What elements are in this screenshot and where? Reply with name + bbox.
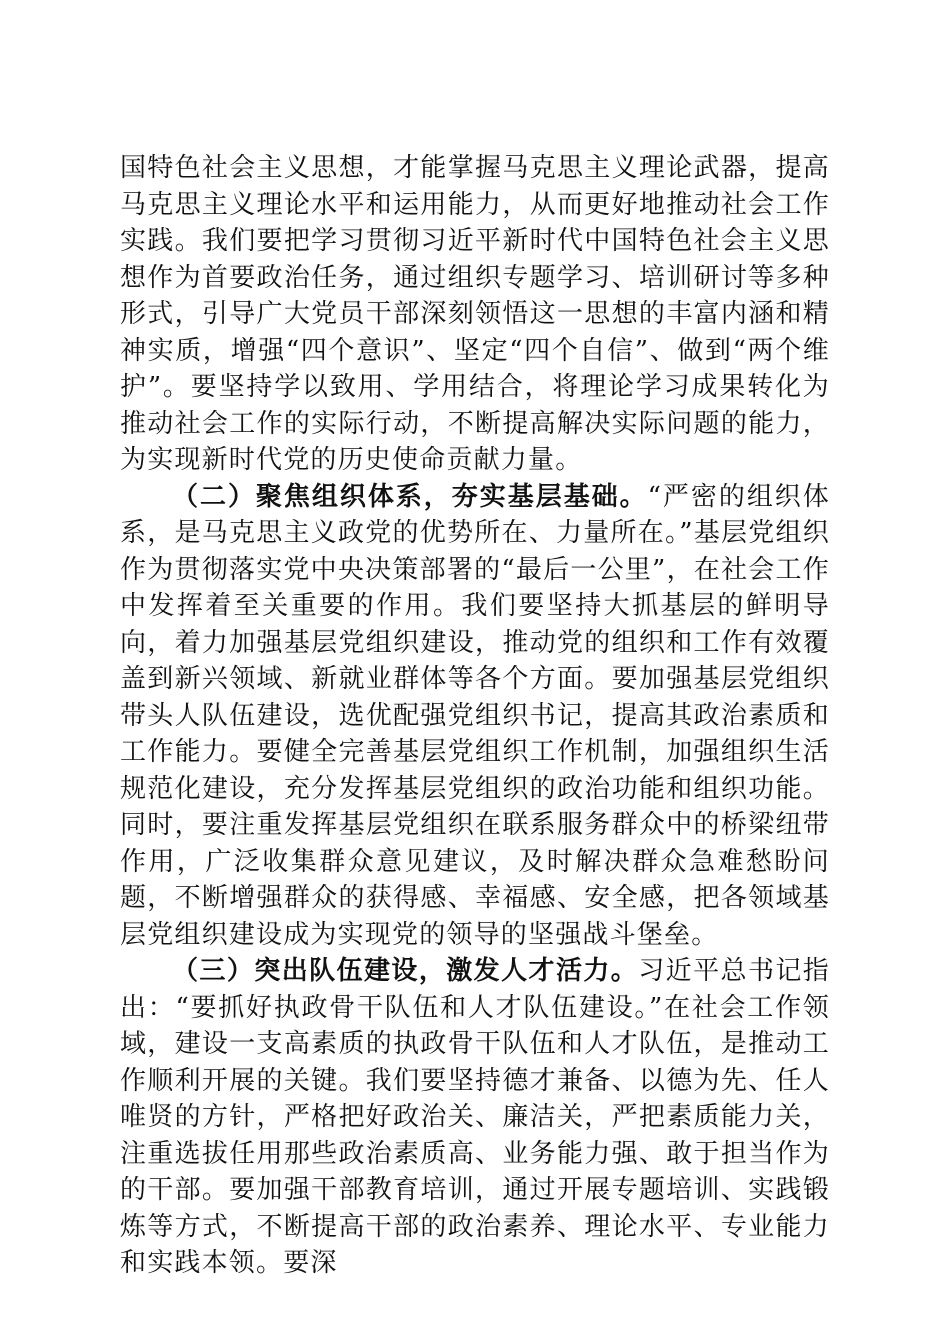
paragraph-team-building bbox=[120, 953, 830, 1282]
section-heading: （三）突出队伍建设，激发人才活力。 bbox=[172, 956, 639, 986]
paragraph-text: 国特色社会主义思想，才能掌握马克思主义理论武器，提高马克思主义理论水平和运用能力，从而更好地推动社会工作实践。我们要把学习贯彻习近平新时代中国特色社会主义思想作为首要政治任务，通过组织专题学习、培训研讨等多种形式，引导广大党员干部深刻领悟这一思想的丰富内涵和精神实质，增强“四个意识”、坚定“四个自信”、做到“两个维护”。要坚持学以致用、学用结合，将理论学习成果转化为推动社会工作的实际行动，不断提高解决实际问题的能力，为实现新时代党的历史使命贡献力量。 bbox=[120, 153, 830, 475]
section-heading: （二）聚焦组织体系，夯实基层基础。 bbox=[172, 481, 648, 512]
paragraph-text: “严密的组织体系，是马克思主义政党的优势所在、力量所在。”基层党组织作为贯彻落实党中央决策部署的“最后一公里”，在社会工作中发挥着至关重要的作用。我们要坚持大抓基层的鲜明导向，着力加强基层党组织建设，推动党的组织和工作有效覆盖到新兴领域、新就业群体等各个方面。要加强基层党组织带头人队伍建设，选优配强党组织书记，提高其政治素质和工作能力。要健全完善基层党组织工作机制，加强组织生活规范化建设，充分发挥基层党组织的政治功能和组织功能。同时，要注重发挥基层党组织在联系服务群众中的桥梁纽带作用，广泛收集群众意见建议，及时解决群众急难愁盼问题，不断增强群众的获得感、幸福感、安全感，把各领域基层党组织建设成为实现党的领导的坚强战斗堡垒。 bbox=[120, 481, 830, 950]
document-body bbox=[120, 150, 830, 1282]
paragraph-organization-system bbox=[120, 479, 830, 954]
paragraph-theory-study bbox=[120, 150, 830, 479]
paragraph-text: 习近平总书记指出：“要抓好执政骨干队伍和人才队伍建设。”在社会工作领域，建设一支高素质的执政骨干队伍和人才队伍，是推动工作顺利开展的关键。我们要坚持德才兼备、以德为先、任人唯贤的方针，严格把好政治关、廉洁关，严把素质能力关，注重选拔任用那些政治素质高、业务能力强、敢于担当作为的干部。要加强干部教育培训，通过开展专题培训、实践锻炼等方式，不断提高干部的政治素养、理论水平、专业能力和实践本领。要深 bbox=[120, 956, 831, 1278]
